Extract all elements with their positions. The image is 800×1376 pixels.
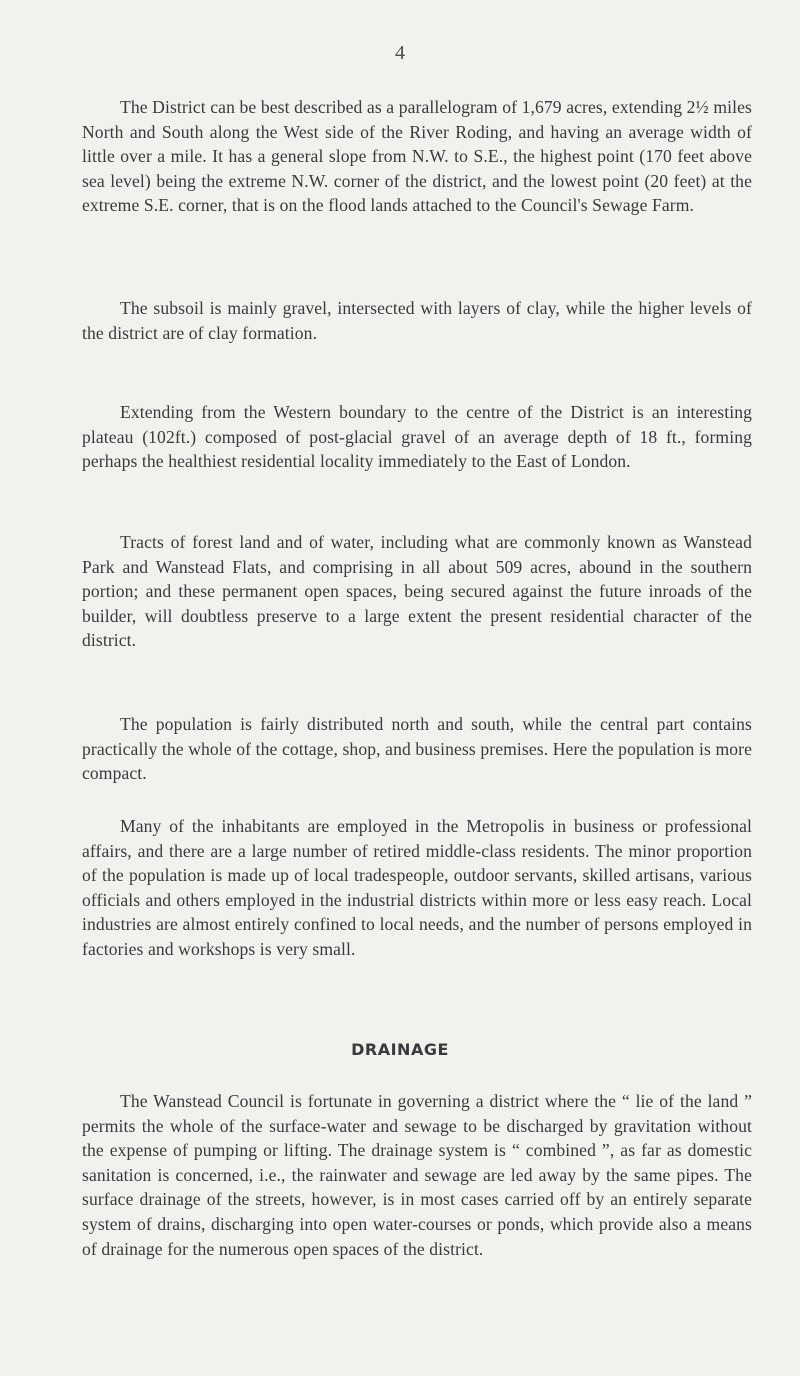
paragraph-inhabitants: Many of the inhabitants are employed in the Metropolis in business or professional affairs, and there are a large number of retired middle-class residents. The minor proportion of the population is made up of local tradespeople, outdoor servants, skilled artisans, various officials and others employed in the industrial districts within more or less easy reach. Local industries are almost entirely confined to local needs, and the number of persons employed in factories and workshops is very small. (82, 816, 752, 959)
paragraph-population: The population is fairly distributed north and south, while the central part contains practically the whole of the cottage, shop, and business premises. Here the population is more compact. (82, 714, 752, 784)
paragraph-subsoil: The subsoil is mainly gravel, intersected with layers of clay, while the higher levels of the district are of clay formation. (82, 298, 752, 343)
paragraph-plateau: Extending from the Western boundary to the centre of the District is an interesting plateau (102ft.) composed of post-glacial gravel of an average depth of 18 ft., forming perhaps the healthiest residential locality immediately to the East of London. (82, 402, 752, 472)
paragraph-forest-land: Tracts of forest land and of water, including what are commonly known as Wanstead Park and Wanstead Flats, and comprising in all about 509 acres, abound in the southern portion; and these permanent open spaces, being secured against the future inroads of the builder, will doubtless preserve to a large extent the present residential character of the district. (82, 532, 752, 651)
section-heading-drainage: DRAINAGE (351, 1040, 449, 1059)
paragraph-drainage: The Wanstead Council is fortunate in governing a district where the “ lie of the land ” permits the whole of the surface-water and sewage to be discharged by gravitation without the expense of pumping or lifting. The drainage system is “ combined ”, as far as domestic sanitation is concerned, i.e., the rainwater and sewage are led away by the same pipes. The surface drainage of the streets, however, is in most cases carried off by an entirely separate system of drains, discharging into open water-courses or ponds, which provide also a means of drainage for the numerous open spaces of the district. (82, 1091, 752, 1259)
paragraph-district-description: The District can be best described as a parallelogram of 1,679 acres, extending 2½ miles North and South along the West side of the River Roding, and having an average width of little over a mile. It has a general slope from N.W. to S.E., the highest point (170 feet above sea level) being the extreme N.W. corner of the district, and the lowest point (20 feet) at the extreme S.E. corner, that is on the flood lands attached to the Council's Sewage Farm. (82, 97, 752, 216)
page-number: 4 (395, 42, 405, 64)
